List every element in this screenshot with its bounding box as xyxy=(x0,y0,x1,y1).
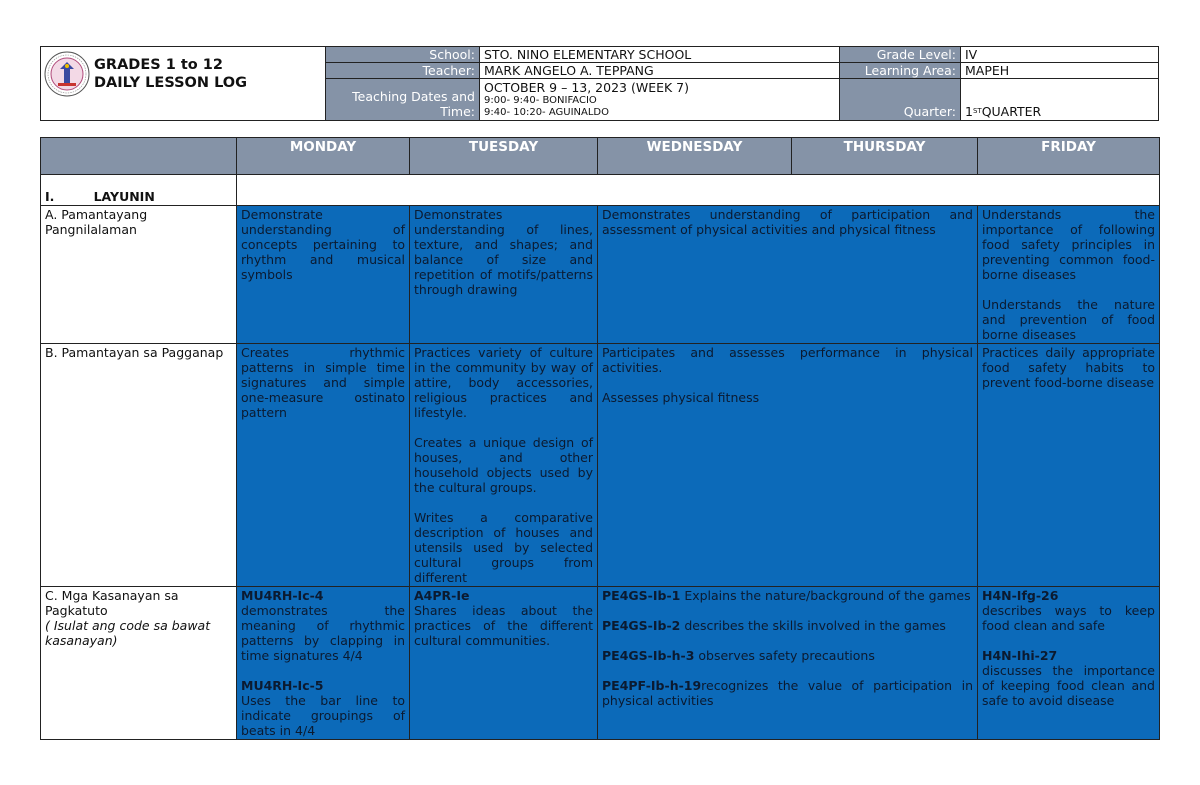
row-c-wt-code-3: PE4GS-Ib-h-3 xyxy=(602,648,695,663)
layunin-number: I. xyxy=(45,189,55,204)
day-friday: FRIDAY xyxy=(978,138,1160,175)
quarter-label xyxy=(840,79,961,120)
header-title-block xyxy=(41,47,326,120)
deped-seal-icon xyxy=(44,51,90,97)
header-info-grid xyxy=(326,47,1158,120)
layunin-text: LAYUNIN xyxy=(93,189,155,204)
grade-level-label: Grade Level: xyxy=(840,47,961,63)
teaching-dates-label xyxy=(326,79,480,120)
row-a-tuesday: Demonstrates understanding of lines, texture, and shapes; and balance of size and repetition of motifs/patterns through drawing xyxy=(410,206,598,344)
row-c-label xyxy=(41,587,237,740)
row-b-wt-text-1: Participates and assesses performance in physical activities. xyxy=(602,345,973,375)
teaching-dates-label-line1: Teaching Dates and xyxy=(352,89,475,104)
school-label: School: xyxy=(326,47,480,63)
row-c-label-text: C. Mga Kasanayan sa Pagkatuto xyxy=(45,588,179,618)
row-c-tuesday-code: A4PR-Ie xyxy=(414,588,470,603)
row-b-tuesday-text-1: Practices variety of culture in the community by way of attire, body accessories, religious practices and lifestyle. xyxy=(414,345,593,420)
layunin-empty-cell xyxy=(237,175,1160,206)
layunin-row xyxy=(41,175,1160,206)
learning-area-value: MAPEH xyxy=(961,63,1158,79)
row-b-tuesday xyxy=(410,344,598,587)
row-a-friday-text-1: Understands the importance of following food safety principles in preventing common food-borne diseases xyxy=(982,207,1155,282)
row-c-wt-item-4 xyxy=(602,678,973,708)
row-c-wt-item-2 xyxy=(602,618,973,633)
lesson-log-table xyxy=(40,137,1160,740)
row-c-tuesday xyxy=(410,587,598,740)
row-c-friday xyxy=(978,587,1160,740)
dll-header xyxy=(40,46,1159,121)
quarter-label-text: Quarter: xyxy=(903,104,956,119)
row-c-friday-code-2: H4N-Ihi-27 xyxy=(982,648,1058,663)
row-c-monday xyxy=(237,587,410,740)
row-c-label-note: ( Isulat ang code sa bawat kasanayan) xyxy=(45,618,211,648)
row-c-wt-code-1: PE4GS-Ib-1 xyxy=(602,588,681,603)
title-line-1: GRADES 1 to 12 xyxy=(94,57,223,73)
row-b-tuesday-text-2: Creates a unique design of houses, and other household objects used by the cultural groups. xyxy=(414,435,593,495)
row-pamantayang-pangnilalaman xyxy=(41,206,1160,344)
row-c-friday-text-2: discusses the importance of keeping food clean and safe to avoid disease xyxy=(982,663,1155,708)
day-monday: MONDAY xyxy=(237,138,410,175)
row-c-monday-code-1: MU4RH-Ic-4 xyxy=(241,588,324,603)
day-tuesday: TUESDAY xyxy=(410,138,598,175)
teaching-dates-value xyxy=(480,79,840,120)
row-c-monday-code-2: MU4RH-Ic-5 xyxy=(241,678,324,693)
row-b-wednesday-thursday xyxy=(598,344,978,587)
quarter-text: QUARTER xyxy=(981,104,1042,119)
grade-level-value: IV xyxy=(961,47,1158,63)
school-value: STO. NINO ELEMENTARY SCHOOL xyxy=(480,47,840,63)
row-c-monday-text-1: demonstrates the meaning of rhythmic patterns by clapping in time signatures 4/4 xyxy=(241,603,405,663)
row-c-wt-item-1 xyxy=(602,588,973,603)
row-c-wt-code-4: PE4PF-Ib-h-19 xyxy=(602,678,702,693)
row-c-wt-text-3: observes safety precautions xyxy=(694,648,875,663)
day-thursday: THURSDAY xyxy=(792,138,978,175)
row-c-wt-code-2: PE4GS-Ib-2 xyxy=(602,618,681,633)
time-slot-1: 9:00- 9:40- BONIFACIO xyxy=(484,95,597,106)
row-c-friday-code-1: H4N-Ifg-26 xyxy=(982,588,1059,603)
row-c-wt-text-2: describes the skills involved in the games xyxy=(680,618,946,633)
quarter-superscript: ST xyxy=(972,107,982,115)
row-c-wt-item-3 xyxy=(602,648,973,663)
row-b-monday: Creates rhythmic patterns in simple time signatures and simple one-measure ostinato pattern xyxy=(237,344,410,587)
title-line-2: DAILY LESSON LOG xyxy=(94,75,248,91)
quarter-value xyxy=(961,79,1158,120)
row-mga-kasanayan xyxy=(41,587,1160,740)
page-title xyxy=(94,56,247,92)
teacher-label: Teacher: xyxy=(326,63,480,79)
row-c-wt-text-1: Explains the nature/background of the games xyxy=(680,588,971,603)
row-a-friday-text-2: Understands the nature and prevention of food borne diseases xyxy=(982,297,1155,342)
row-c-wednesday-thursday xyxy=(598,587,978,740)
row-c-tuesday-text: Shares ideas about the practices of the different cultural communities. xyxy=(414,603,593,648)
layunin-label xyxy=(41,175,237,206)
row-b-label: B. Pamantayan sa Pagganap xyxy=(41,344,237,587)
row-c-monday-text-2: Uses the bar line to indicate groupings of beats in 4/4 xyxy=(241,693,405,738)
day-header-row xyxy=(41,138,1160,175)
learning-area-label: Learning Area: xyxy=(840,63,961,79)
row-a-wednesday-thursday: Demonstrates understanding of participation and assessment of physical activities and physical fitness xyxy=(598,206,978,344)
time-slot-2: 9:40- 10:20- AGUINALDO xyxy=(484,107,609,118)
teaching-dates-label-line2: Time: xyxy=(440,104,475,119)
row-a-monday: Demonstrate understanding of concepts pertaining to rhythm and musical symbols xyxy=(237,206,410,344)
row-c-wt-text-4: recognizes the value of participation in physical activities xyxy=(602,678,973,708)
dates-text: OCTOBER 9 – 13, 2023 (WEEK 7) xyxy=(484,80,689,95)
row-b-wt-text-2: Assesses physical fitness xyxy=(602,390,760,405)
day-wednesday: WEDNESDAY xyxy=(598,138,792,175)
row-a-friday xyxy=(978,206,1160,344)
row-pamantayan-sa-pagganap xyxy=(41,344,1160,587)
row-b-friday: Practices daily appropriate food safety habits to prevent food-borne disease xyxy=(978,344,1160,587)
row-b-tuesday-text-3: Writes a comparative description of houses and utensils used by selected cultural groups from different xyxy=(414,510,593,585)
row-c-friday-text-1: describes ways to keep food clean and safe xyxy=(982,603,1155,633)
header-corner-cell xyxy=(41,138,237,175)
teacher-value: MARK ANGELO A. TEPPANG xyxy=(480,63,840,79)
row-a-label: A. Pamantayang Pangnilalaman xyxy=(41,206,237,344)
quarter-number: 1 xyxy=(965,104,973,119)
